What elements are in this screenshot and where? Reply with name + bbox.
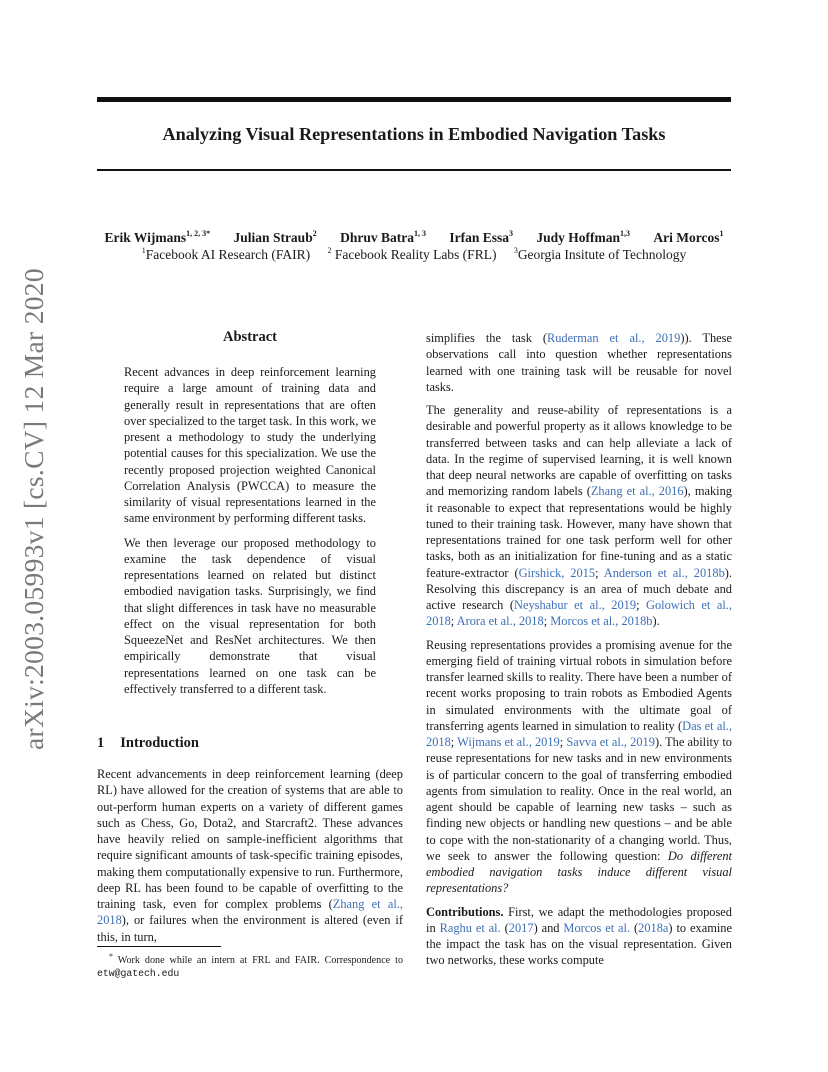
footnote: * Work done while an intern at FRL and FAIR. Correspondence to etw@gatech.edu	[97, 952, 403, 979]
section-title: Introduction	[120, 735, 199, 751]
abstract-paragraph: We then leverage our proposed methodology to examine the task dependence of visual representations learned on related but distinct embodied navigation tasks. Surprisingly, we find that slight differences in task have no measurable effect on the visual representation for both SqueezeNet and ResNet architectures. We then empirically demonstrate that visual representations learned on one task can be effectively transferred to a different task.	[124, 535, 376, 696]
citation-link[interactable]: Wijmans et al., 2019	[457, 735, 560, 749]
affiliation-list	[60, 246, 768, 264]
citation-link[interactable]: Morcos et al., 2018b	[550, 614, 653, 629]
body-paragraph: simplifies the task (Ruderman et al., 2019)). These observations call into question whether representations learned with one training task will be reusable for novel tasks.	[426, 331, 732, 394]
affiliation: $^1$Facebook AI Research (FAIR)	[141, 246, 311, 262]
author-name: Erik Wijmans$^{1, 2, 3*}$	[104, 229, 211, 245]
body-paragraph: Recent advancements in deep reinforcement learning (deep RL) have allowed for the creation of systems that are able to out-perform human experts on a variety of different games such as Chess, Go, Dota2, and Starcraft2. These advances have heavily relied on sample-inefficient algorithms that require significant amounts of task-specific training episodes, making them computationally expensive to run. Furthermore, deep RL has been found to be capable of overfitting to the training task, even for complex problems (Zhang et al., 2018), or failures when the environment is altered (even if this, in turn,	[97, 767, 403, 944]
author-name: Julian Straub$^2$	[233, 229, 317, 245]
author-name: Dhruv Batra$^{1, 3}$	[340, 229, 426, 245]
abstract-paragraph: Recent advances in deep reinforcement learning require a large amount of training data and generally result in representations that are often over specialized to the target task. In this work, we present a methodology to study the underlying potential causes for this specialization. We use the recently proposed projection weighted Canonical Correlation Analysis (PWCCA) to measure the similarity of visual representations learned in the same environment by performing different tasks.	[124, 365, 376, 526]
author-name: Irfan Essa$^3$	[449, 229, 513, 245]
email-address[interactable]: etw@gatech.edu	[97, 968, 180, 979]
citation-link[interactable]: Das et al., 2018	[426, 718, 732, 749]
citation-link[interactable]: Savva et al., 2019	[566, 735, 655, 749]
research-question: Do different embodied navigation tasks induce different visual representations?	[426, 848, 732, 896]
body-paragraph: Reusing representations provides a promising avenue for the emerging field of training virtual robots in simulation before transfer learned skills to reality. There have been a number of recent works proposing to train robots as Embodied Agents in simulated environments with the ultimate goal of transferring agents learned in simulation to reality (Das et al., 2018; Wijmans et al., 2019; Savva et al., 2019). The ability to reuse representations for new tasks and in new environments is of particular concern to the goal of transferring embodied agents from simulation to reality. Once in the real world, an agent should be capable of learning new tasks – such as finding new objects or handling new questions – and be able to cope with the non-stationarity of a changing world. Thus, we seek to answer the following question: Do different embodied navigation tasks induce different visual representations?	[426, 637, 732, 896]
section-heading-introduction	[97, 734, 199, 752]
affiliation: $^3$Georgia Insitute of Technology	[513, 246, 687, 262]
citation-link[interactable]: Neyshabur et al., 2019	[514, 598, 637, 612]
introduction-body	[97, 766, 403, 945]
body-paragraph: The generality and reuse-ability of representations is a desirable and powerful property as it allows knowledge to be transferred between tasks and can help alleviate a lack of data. In the regime of supervised learning, it is well known that deep neural networks are capable of overfitting on tasks and memorizing random labels (Zhang et al., 2016), making it reasonable to expect that representations would be highly tuned to their training task. However, many have shown that representations trained for one task perform well for other tasks, both as an initialization for fine-tuning and as a static feature-extractor (Girshick, 2015; Anderson et al., 2018b). Resolving this discrepancy is an area of much debate and active research (Neyshabur et al., 2019; Golowich et al., 2018; Arora et al., 2018; Morcos et al., 2018b).	[426, 403, 733, 629]
body-paragraph: Contributions. First, we adapt the methodologies proposed in Raghu et al. (2017) and Morcos et al. (2018a) to examine the impact the task has on the visual representation. Given two networks, these works compute	[426, 904, 732, 968]
author-name: Judy Hoffman$^{1,3}$	[536, 229, 630, 245]
author-name: Ari Morcos$^1$	[653, 229, 724, 245]
paragraph-lead: Contributions.	[426, 904, 504, 919]
citation-link[interactable]: Morcos et al.	[563, 920, 631, 935]
citation-link[interactable]: Arora et al., 2018	[456, 614, 544, 629]
citation-link[interactable]: 2017	[508, 920, 534, 935]
footnote-rule	[97, 946, 221, 947]
right-column	[426, 330, 732, 969]
author-list	[60, 229, 768, 247]
citation-link[interactable]: Golowich et al., 2018	[426, 598, 732, 629]
citation-link[interactable]: Zhang et al., 2016	[590, 484, 684, 499]
citation-link[interactable]: Zhang et al., 2018	[97, 897, 403, 928]
citation-link[interactable]: 2018a	[638, 920, 669, 935]
citation-link[interactable]: Anderson et al., 2018b	[603, 565, 725, 580]
abstract-heading: Abstract	[223, 329, 277, 345]
section-number: 1	[97, 735, 105, 751]
affiliation: $^2$ Facebook Reality Labs (FRL)	[327, 246, 497, 262]
citation-link[interactable]: Ruderman et al., 2019	[546, 331, 681, 345]
abstract-body	[124, 364, 376, 697]
paper-title: Analyzing Visual Representations in Embodied Navigation Tasks	[162, 124, 666, 144]
citation-link[interactable]: Girshick, 2015	[518, 565, 596, 580]
footnote-mark: *	[109, 952, 113, 961]
citation-link[interactable]: Raghu et al.	[439, 920, 501, 935]
title-top-rule	[97, 97, 731, 102]
title-bottom-rule	[97, 169, 731, 171]
arxiv-stamp: arXiv:2003.05993v1 [cs.CV] 12 Mar 2020	[18, 268, 49, 750]
